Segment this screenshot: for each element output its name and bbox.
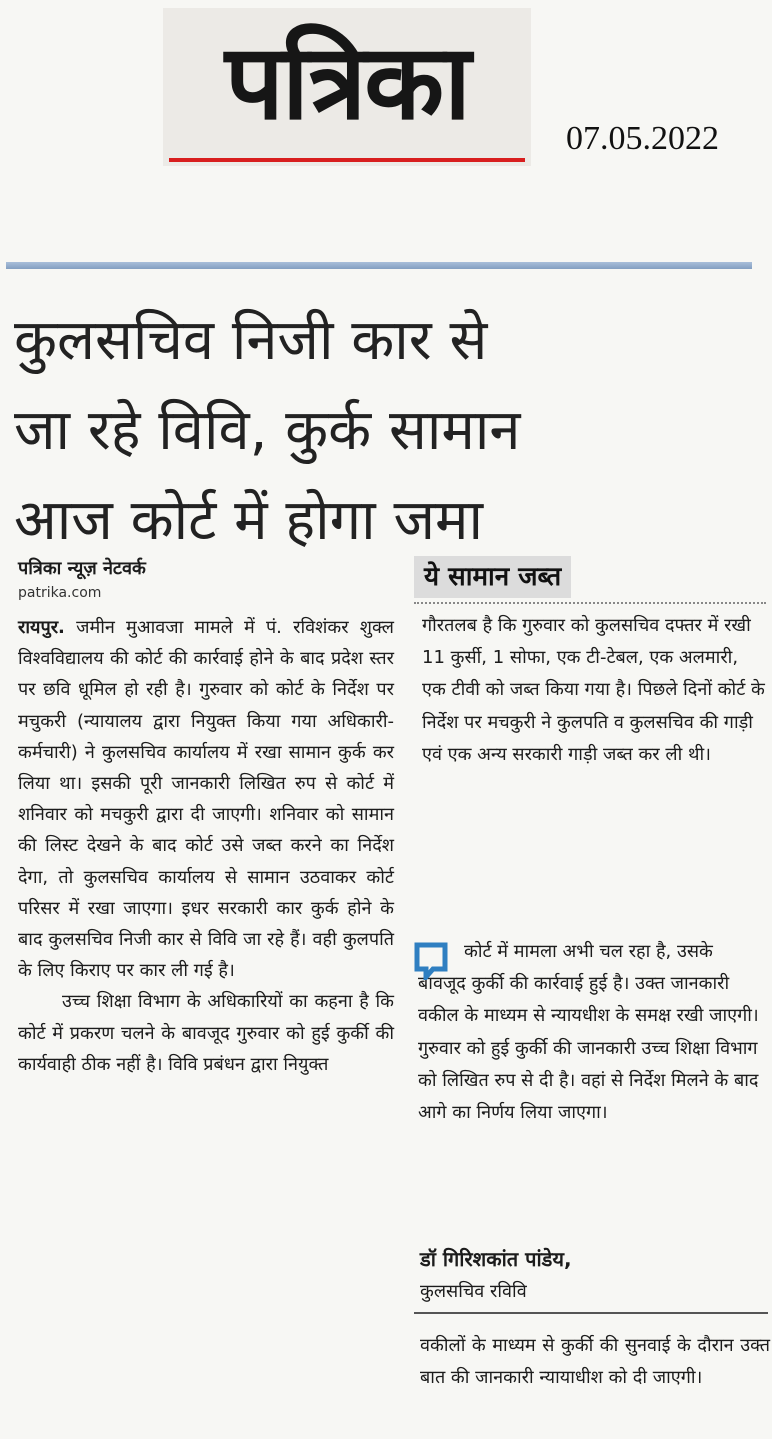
headline-line-2: जा रहे विवि, कुर्क सामान <box>14 398 521 463</box>
byline: पत्रिका न्यूज़ नेटवर्क <box>18 558 146 579</box>
newspaper-masthead <box>163 8 531 166</box>
article-paragraph-1 <box>18 612 394 986</box>
headline <box>14 296 734 566</box>
seized-items-box <box>414 556 766 771</box>
quote-icon <box>414 942 448 980</box>
registrar-quote <box>414 936 766 1129</box>
signature-divider <box>414 1312 768 1314</box>
logo-red-underline <box>169 158 525 162</box>
dateline-location: रायपुर. <box>18 617 65 638</box>
article-body <box>18 612 394 1080</box>
publication-date: 07.05.2022 <box>566 120 719 157</box>
headline-line-1: कुलसचिव निजी कार से <box>14 308 488 373</box>
patrika-logo: पत्रिका <box>224 21 470 143</box>
quote-author-title: कुलसचिव रविवि <box>420 1281 527 1302</box>
dotted-divider <box>414 602 766 604</box>
article-main-column <box>18 556 394 1080</box>
continuation-text: वकीलों के माध्यम से कुर्की की सुनवाई के दौरान उक्त बात की जानकारी न्यायाधीश को दी जाएगी। <box>420 1335 770 1389</box>
quote-text: कोर्ट में मामला अभी चल रहा है, उसके बावजूद कुर्की की कार्रवाई हुई है। उक्त जानकारी वकील के माध्यम से न्यायधीश के समक्ष रखी जाएगी। गुरुवार को हुई कुर्की की जानकारी उच्च शिक्षा विभाग को लिखित रुप से दी है। वहां से निर्देश मिलने के बाद आगे का निर्णय लिया जाएगा। <box>418 941 759 1124</box>
quote-author-name: डॉ गिरिशकांत पांडेय, <box>420 1247 572 1271</box>
headline-line-3: आज कोर्ट में होगा जमा <box>14 488 484 553</box>
header-divider <box>6 262 752 269</box>
seized-items-heading: ये सामान जब्त <box>414 556 571 598</box>
website-credit: patrika.com <box>18 585 102 601</box>
seized-items-text: गौरतलब है कि गुरुवार को कुलसचिव दफ्तर में रखी 11 कुर्सी, 1 सोफा, एक टी-टेबल, एक अलमारी, एक टीवी को जब्त किया गया है। पिछले दिनों कोर्ट के निर्देश पर मचकुरी ने कुलपति व कुलसचिव की गाड़ी एवं एक अन्य सरकारी गाड़ी जब्त कर ली थी। <box>422 615 765 765</box>
article-paragraph-2: उच्च शिक्षा विभाग के अधिकारियों का कहना है कि कोर्ट में प्रकरण चलने के बावजूद गुरुवार को हुई कुर्की की कार्यवाही ठीक नहीं है। विवि प्रबंधन द्वारा नियुक्त <box>18 991 394 1075</box>
paragraph-1-text: जमीन मुआवजा मामले में पं. रविशंकर शुक्ल विश्वविद्यालय की कोर्ट की कार्रवाई होने के बाद प्रदेश स्तर पर छवि धूमिल हो रही है। गुरुवार को कोर्ट के निर्देश पर मचुकरी (न्यायालय द्वारा नियुक्त किया गया अधिकारी-कर्मचारी) ने कुलसचिव कार्यालय में रखा सामान कुर्क कर लिया था। इसकी पूरी जानकारी लिखित रुप से कोर्ट में शनिवार को मचकुरी द्वारा दी जाएगी। शनिवार को सामान की लिस्ट देखने के बाद कोर्ट उसे जब्त करने का निर्देश देगा, तो कुलसचिव कार्यालय से सामान उठवाकर कोर्ट परिसर में रखा जाएगा। इधर सरकारी कार कुर्क होने के बाद कुलसचिव निजी कार से विवि जा रहे हैं। वही कुलपति के लिए किराए पर कार ली गई है। <box>18 617 394 982</box>
